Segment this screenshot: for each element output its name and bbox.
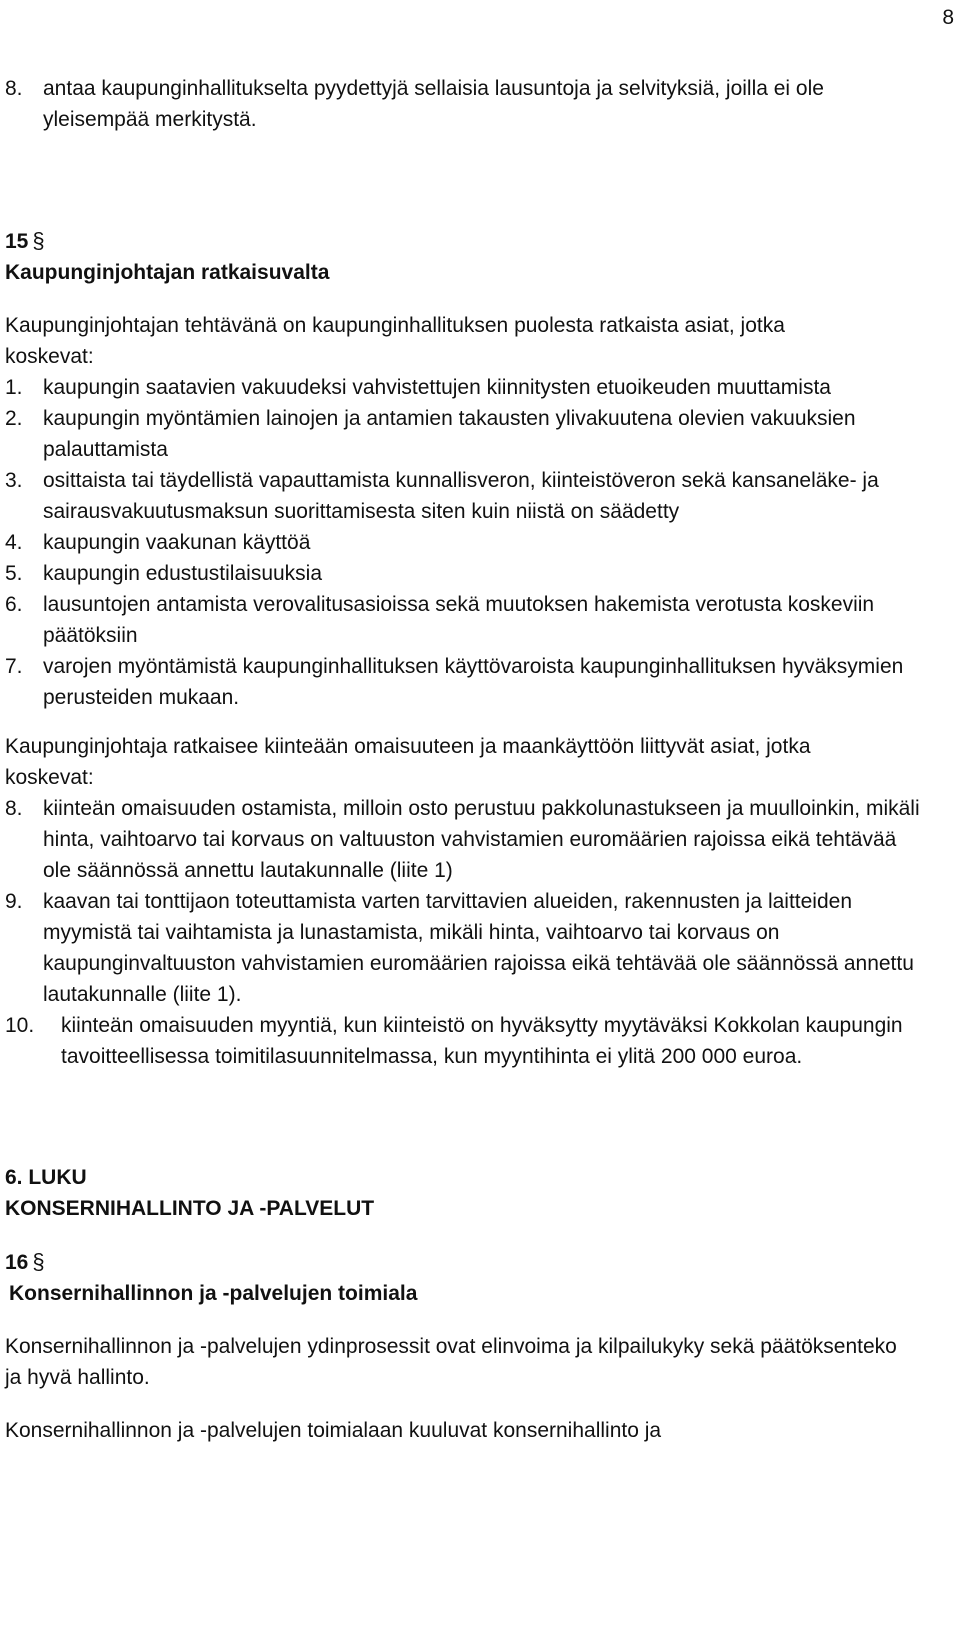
section-title: Konsernihallinnon ja -palvelujen toimiala [9,1282,418,1305]
list-item-number: 7. [5,655,23,678]
list-item [5,1010,925,1072]
page-number: 8 [942,6,954,29]
section-intro: Kaupunginjohtajan tehtävänä on kaupunginhallituksen puolesta ratkaista asiat, jotka koskevat: [5,314,785,368]
list-item [5,589,925,651]
list-item-text: lausuntojen antamista verovalitusasioissa sekä muutoksen hakemista verotusta koskeviin päätöksiin [43,593,875,647]
list-item-number: 1. [5,376,23,399]
list-item [5,465,925,527]
list-item-number: 5. [5,562,23,585]
list-item-text: kaupungin vaakunan käyttöä [43,531,311,554]
list-item-text: kiinteän omaisuuden myyntiä, kun kiinteistö on hyväksytty myytäväksi Kokkolan kaupungin tavoitteellisessa toimitilasuunnitelmassa, kun myyntihinta ei ylitä 200 000 euroa. [61,1014,903,1068]
list-item-text: kiinteän omaisuuden ostamista, milloin osto perustuu pakkolunastukseen ja muulloinkin, mikäli hinta, vaihtoarvo tai korvaus on valtuuston vahvistamien euromäärien rajoissa eikä tehtävää ole säännössä annettu lautakunnalle (liite 1) [43,797,920,882]
list-item-text: varojen myöntämistä kaupunginhallituksen käyttövaroista kaupunginhallituksen hyväksymien perusteiden mukaan. [43,655,904,709]
list-item-number: 8. [5,77,23,100]
list-item-text: kaupungin myöntämien lainojen ja antamien takausten ylivakuutena olevien vakuuksien palauttamista [43,407,856,461]
section-heading-16 [5,1246,925,1278]
chapter-title: KONSERNIHALLINTO JA -PALVELUT [5,1197,375,1220]
section-number: 16 [5,1251,29,1274]
section-paragraph-1: Konsernihallinnon ja -palvelujen ydinprosessit ovat elinvoima ja kilpailukyky sekä päätöksenteko ja hyvä hallinto. [5,1335,897,1389]
list-item [5,651,925,713]
section-paragraph-2: Konsernihallinnon ja -palvelujen toimialaan kuuluvat konsernihallinto ja [5,1419,662,1442]
list-item-number: 2. [5,407,23,430]
list-item-text: osittaista tai täydellistä vapauttamista kunnallisveron, kiinteistöveron sekä kansaneläke- ja sairausvakuutusmaksun suorittamisesta siten kuin niistä on säädetty [43,469,879,523]
list-item-number: 4. [5,531,23,554]
list-item [5,73,925,135]
section-mark: § [32,1249,45,1274]
list-item-text: antaa kaupunginhallitukselta pyydettyjä sellaisia lausuntoja ja selvityksiä, joilla ei ole yleisempää merkitystä. [43,77,824,131]
list-item-number: 10. [5,1014,35,1037]
section-heading-15 [5,225,925,257]
section-mark: § [32,228,45,253]
list-item [5,372,925,403]
list-item [5,886,925,1010]
list-item-text: kaupungin saatavien vakuudeksi vahvistettujen kiinnitysten etuoikeuden muuttamista [43,376,831,399]
list-item-text: kaavan tai tonttijaon toteuttamista varten tarvittavien alueiden, rakennusten ja laitteiden myymistä tai vaihtamista ja lunastamista, mikäli hinta, vaihtoarvo tai korvaus on kaupunginvaltuuston vahvistamien euromäärien rajoissa eikä tehtävää ole säännössä annettu lautakunnalle (liite 1). [43,890,914,1006]
list-item-number: 3. [5,469,23,492]
list-item [5,527,925,558]
document-body [5,73,925,1446]
list-item [5,403,925,465]
list-item [5,793,925,886]
chapter-label: 6. LUKU [5,1166,87,1189]
list-item [5,558,925,589]
section-number: 15 [5,230,29,253]
list-item-number: 8. [5,797,23,820]
list-item-text: kaupungin edustustilaisuuksia [43,562,323,585]
list-item-number: 6. [5,593,23,616]
section-title: Kaupunginjohtajan ratkaisuvalta [5,261,330,284]
list-item-number: 9. [5,890,23,913]
section-intro-2: Kaupunginjohtaja ratkaisee kiinteään omaisuuteen ja maankäyttöön liittyvät asiat, jotka koskevat: [5,735,811,789]
